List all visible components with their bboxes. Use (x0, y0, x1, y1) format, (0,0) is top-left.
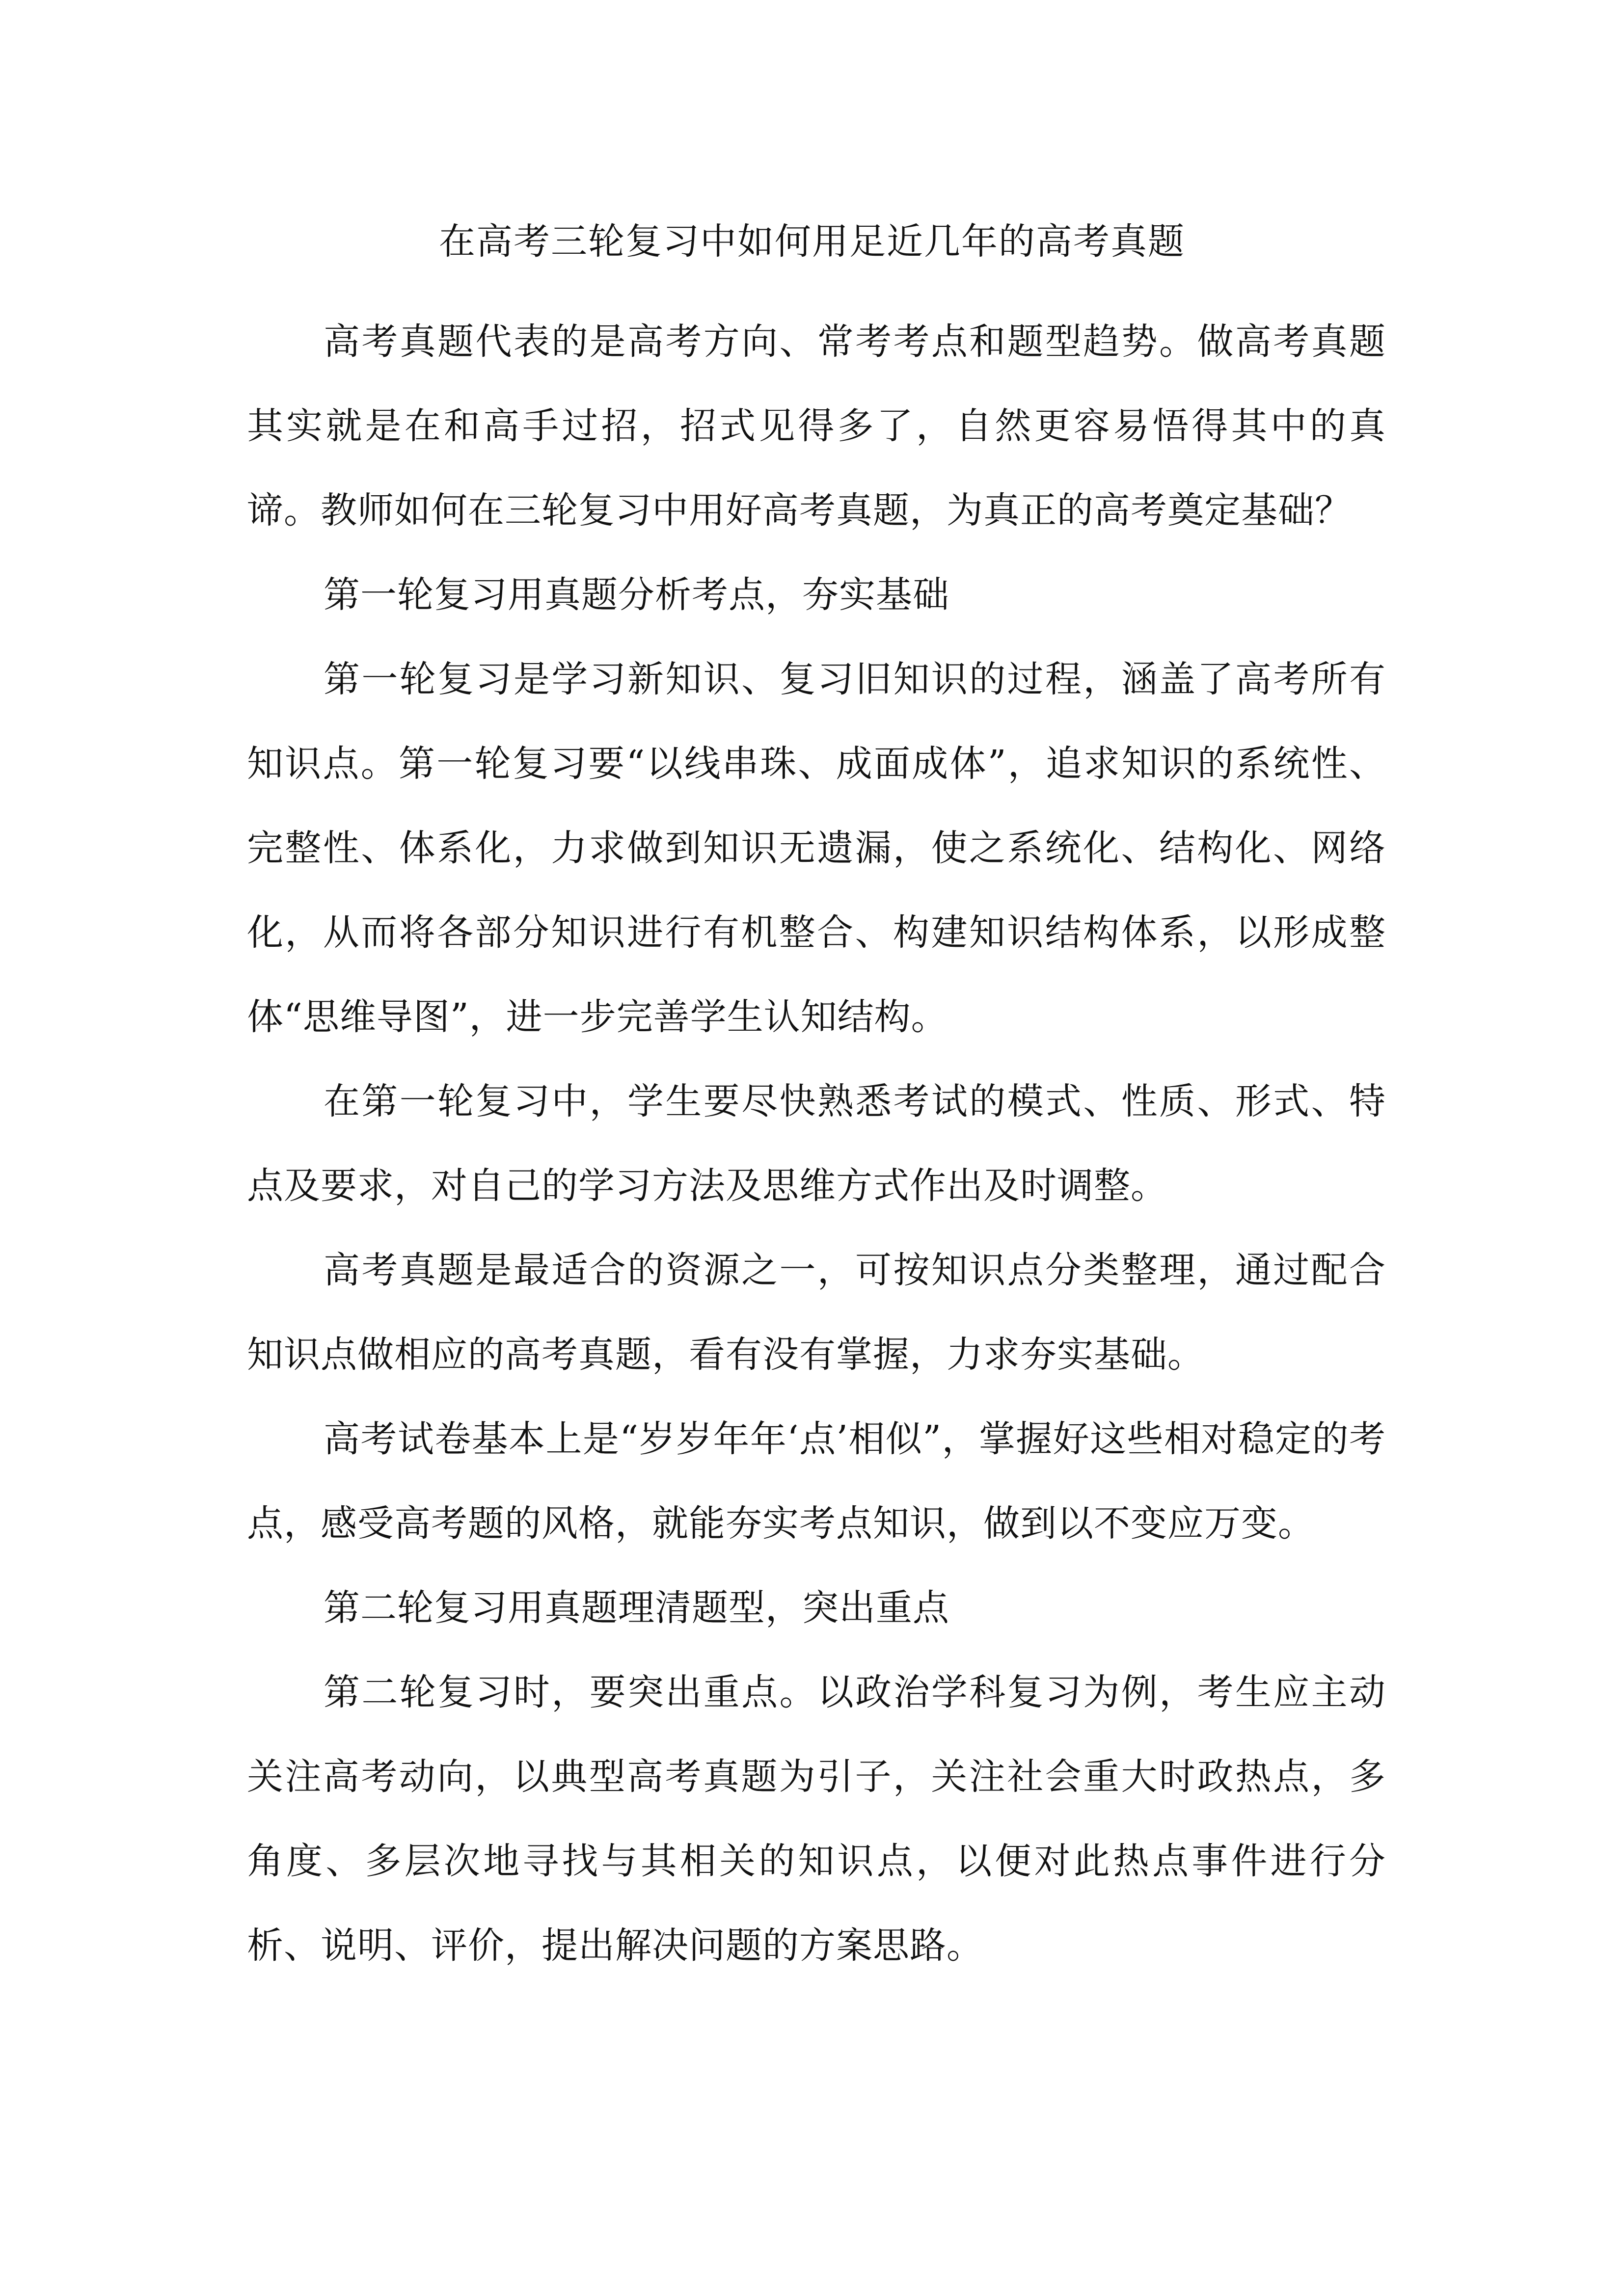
section-heading-round-two: 第二轮复习用真题理清题型，突出重点 (324, 1587, 949, 1629)
section-heading-round-one: 第一轮复习用真题分析考点，夯实基础 (324, 574, 949, 616)
document-title: 在高考三轮复习中如何用足近几年的高考真题 (439, 220, 1185, 263)
round-one-paragraph-1: 第一轮复习是学习新知识、复习旧知识的过程，涵盖了高考所有知识点。第一轮复习要“以线串珠、成面成体”，追求知识的系统性、完整性、体系化，力求做到知识无遗漏，使之系统化、结构化、网络化，从而将各部分知识进行有机整合、构建知识结构体系，以形成整体“思维导图”，进一步完善学生认知结构。 (247, 658, 1386, 1038)
round-one-paragraph-4: 高考试卷基本上是“岁岁年年‘点’相似”，掌握好这些相对稳定的考点，感受高考题的风格，就能夯实考点知识，做到以不变应万变。 (247, 1418, 1386, 1545)
document-body (247, 299, 1386, 1988)
intro-paragraph: 高考真题代表的是高考方向、常考考点和题型趋势。做高考真题其实就是在和高手过招，招式见得多了，自然更容易悟得其中的真谛。教师如何在三轮复习中用好高考真题，为真正的高考奠定基础？ (247, 320, 1386, 532)
round-one-paragraph-2: 在第一轮复习中，学生要尽快熟悉考试的模式、性质、形式、特点及要求，对自己的学习方法及思维方式作出及时调整。 (247, 1080, 1386, 1207)
round-two-paragraph-1: 第二轮复习时，要突出重点。以政治学科复习为例，考生应主动关注高考动向，以典型高考真题为引子，关注社会重大时政热点，多角度、多层次地寻找与其相关的知识点，以便对此热点事件进行分析、说明、评价，提出解决问题的方案思路。 (247, 1671, 1386, 1967)
round-one-paragraph-3: 高考真题是最适合的资源之一，可按知识点分类整理，通过配合知识点做相应的高考真题，看有没有掌握，力求夯实基础。 (247, 1249, 1386, 1376)
